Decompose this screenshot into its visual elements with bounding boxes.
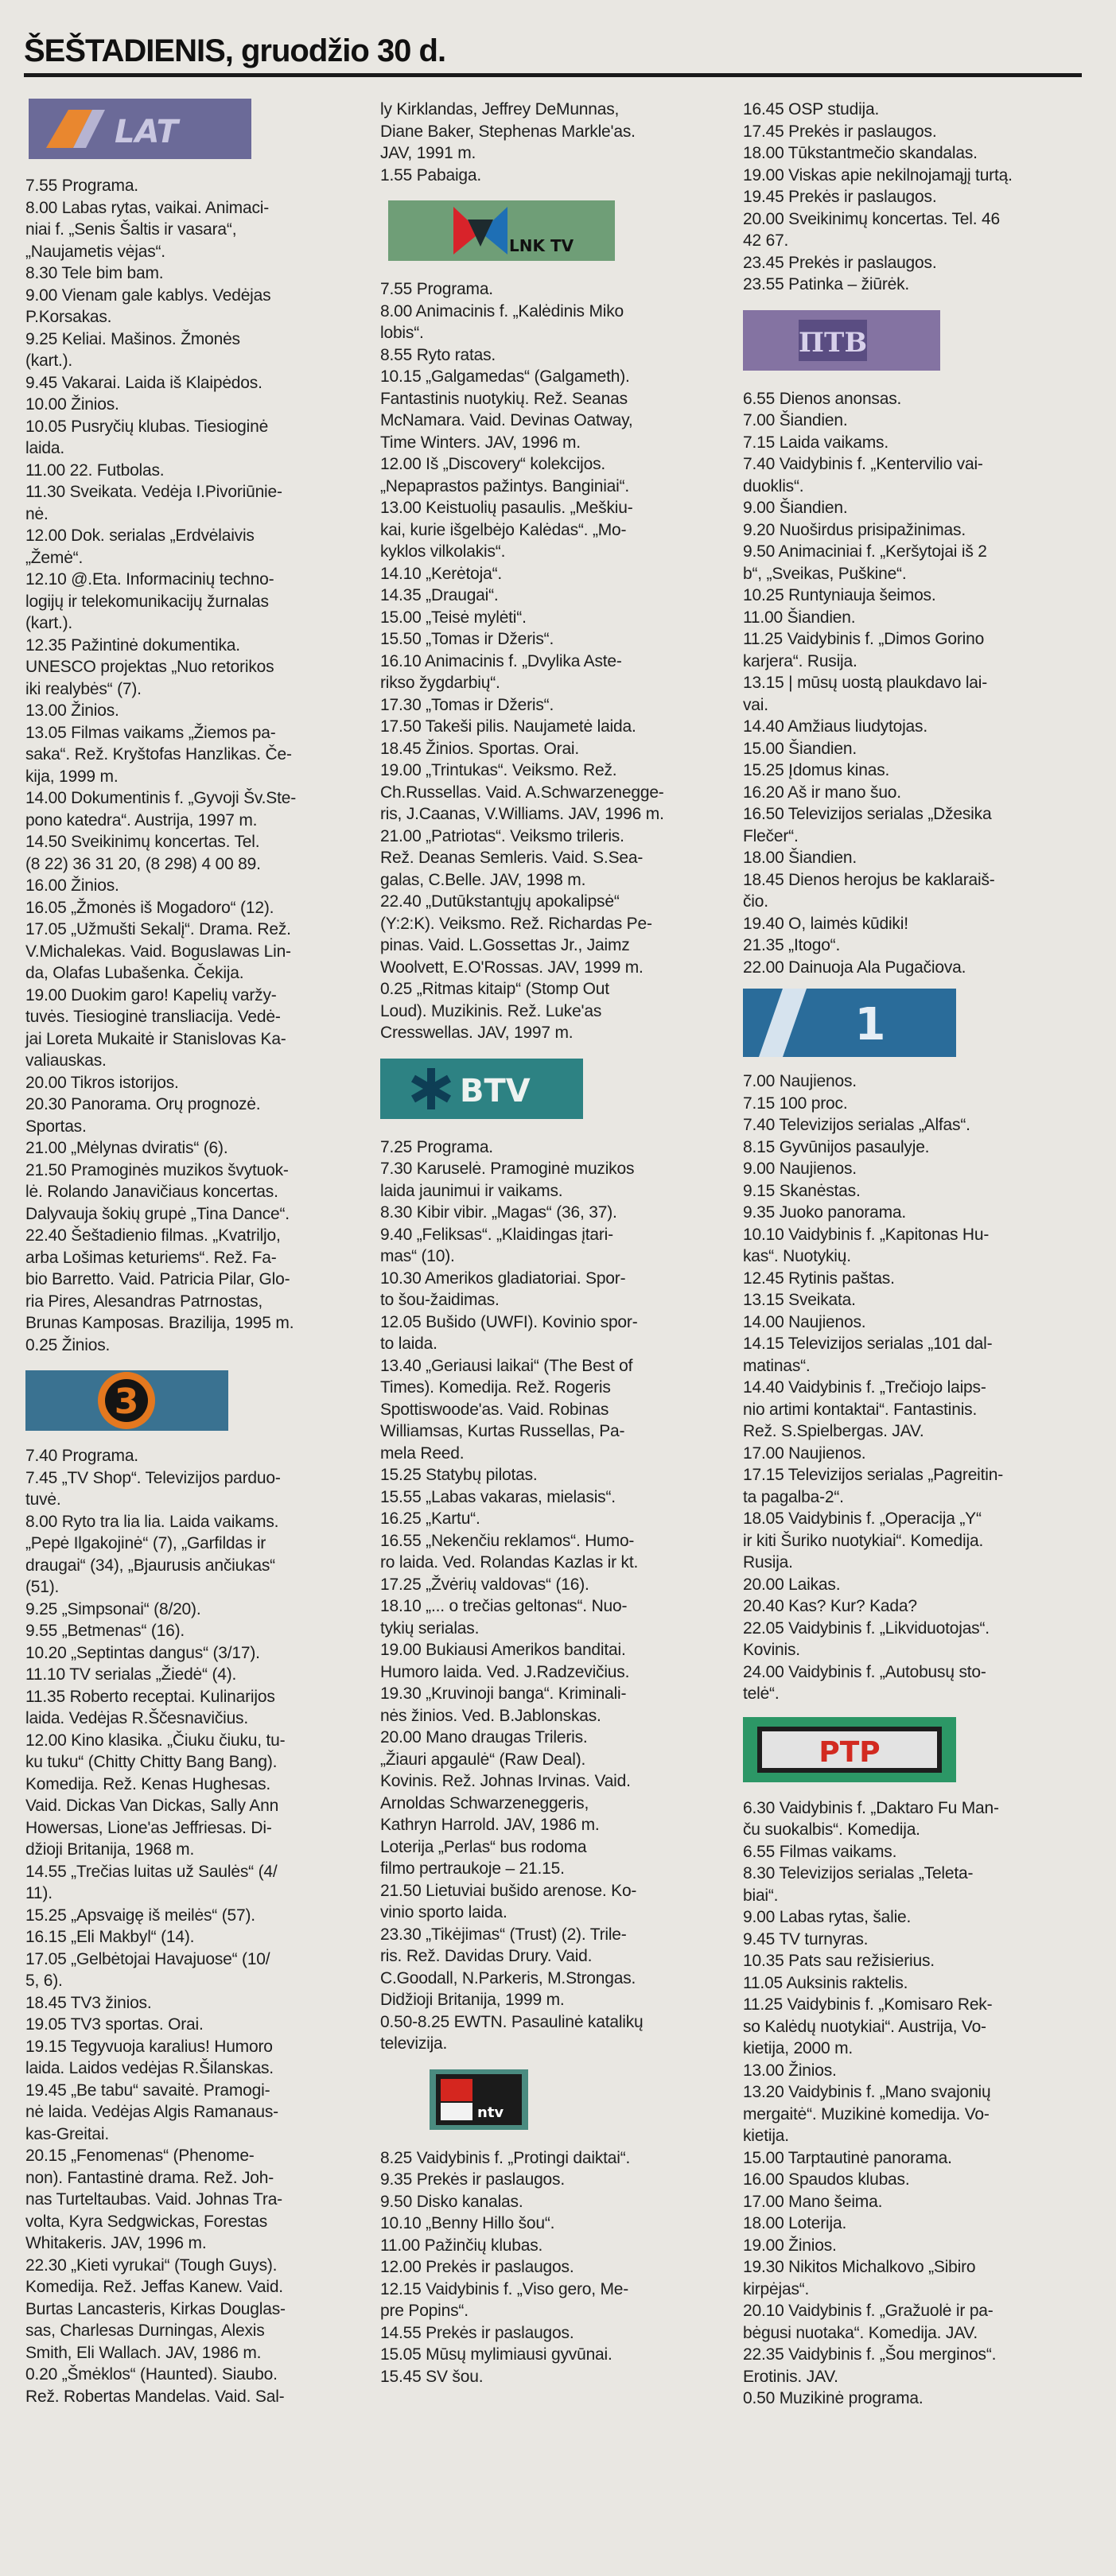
- channel-lnk: [380, 200, 730, 1044]
- ntv-listing-continued: [743, 99, 1090, 296]
- tv3-program-listing: 7.40 Programa. 7.45 „TV Shop“. Televizijos parduo- tuvė. 8.00 Ryto tra lia lia. Laida vaikams. „Pepė Ilgakojinė“ (7), „Garfildas ir draugai“ (34), „Bjaurusis ančiukas“ (51). 9.25 „Simpsonai“ (8/20). 9.55 „Betmenas“ (16). 10.20 „Septintas dangus“ (3/17). 11.10 TV serialas „Žiedė“ (4). 11.35 Roberto receptai. Kulinarijos laida. Vedėjas R.Ščesnavičius. 12.00 Kino klasika. „Čiuku čiuku, tu- ku tuku“ (Chitty Chitty Bang Bang). Komedija. Rež. Kenas Hughesas. Vaid. Dickas Van Dickas, Sally Ann Howersas, Lione'as Jeffriesas. Di- džioji Britanija, 1968 m. 14.55 „Trečias luitas už Saulės“ (4/ 11). 15.25 „Apsvaigę iš meilės“ (57). 16.15 „Eli Makbyl“ (14). 17.05 „Gelbėtojai Havajuose“ (10/ 5, 6). 18.45 TV3 žinios. 19.05 TV3 sportas. Orai. 19.15 Tegyvuoja karalius! Humoro laida. Laidos vedėjas R.Šilanskas. 19.45 „Be tabu“ savaitė. Pramogi- nė laida. Vedėjas Algis Ramanaus- kas-Greitai. 20.15 „Fenomenas“ (Phenome- non). Fantastinė drama. Rež. Joh- nas Turteltaubas. Vaid. Johnas Tra- volta, Kyra Sedgwickas, Forestas Whitakeris. JAV, 1996 m. 22.30 „Kieti vyrukai“ (Tough Guys). Komedija. Rež. Jeffas Kanew. Vaid. Burtas Lancasteris, Kirkas Douglas- sas, Charlesas Durningas, Alexis Smith, Eli Wallach. JAV, 1986 m. 0.20 „Šmėklos“ (Haunted). Siaubo. Rež. Robertas Mandelas. Vaid. Sal-: [25, 1447, 286, 2406]
- channel-lat: [25, 99, 360, 1356]
- tv3-listing-continuation: ly Kirklandas, Jeffrey DeMunnas, Diane Baker, Stephenas Markle'as. JAV, 1991 m. 1.55 Pabaiga.: [380, 100, 636, 185]
- lnk-logo-graphic: [388, 200, 615, 261]
- ntv-logo-text: ntv: [477, 2104, 504, 2121]
- rtr-logo-text: РТР: [819, 1735, 881, 1769]
- channel-ntv: [380, 2069, 730, 2388]
- lat-program-listing: 7.55 Programa. 8.00 Labas rytas, vaikai. Animaci- niai f. „Senis Šaltis ir vasara“, „Naujametis vėjas“. 8.30 Tele bim bam. 9.00 Vienam gale kablys. Vedėjas P.Korsakas. 9.25 Keliai. Mašinos. Žmonės (kart.). 9.45 Vakarai. Laida iš Klaipėdos. 10.00 Žinios. 10.05 Pusryčių klubas. Tiesioginė laida. 11.00 22. Futbolas. 11.30 Sveikata. Vedėja I.Pivoriūnie- nė. 12.00 Dok. serialas „Erdvėlaivis „Žemė“. 12.10 @.Eta. Informacinių techno- logijų ir telekomunikacijų žurnalas (kart.). 12.35 Pažintinė dokumentika. UNESCO projektas „Nuo retorikos iki realybės“ (7). 13.00 Žinios. 13.05 Filmas vaikams „Žiemos pa- saka“. Rež. Kryštofas Hanzlikas. Če- kija, 1999 m. 14.00 Dokumentinis f. „Gyvoji Šv.Ste- pono katedra“. Austrija, 1997 m. 14.50 Sveikinimų koncertas. Tel. (8 22) 36 31 20, (8 298) 4 00 89. 16.00 Žinios. 16.05 „Žmonės iš Mogadoro“ (12). 17.05 „Užmušti Sekalį“. Drama. Rež. V.Michalekas. Vaid. Boguslawas Lin- da, Olafas Lubašenka. Čekija. 19.00 Duokim garo! Kapelių varžy- tuvės. Tiesioginė transliacija. Vedė- jai Loreta Mukaitė ir Stanislovas Ka- valiauskas. 20.00 Tikros istorijos. 20.30 Panorama. Orų prognozė. Sportas. 21.00 „Mėlynas dviratis“ (6). 21.50 Pramoginės muzikos švytuok- lė. Rolando Janavičiaus koncertas. Dalyvauja šokių grupė „Tina Dance“. 22.40 Šeštadienio filmas. „Kvatriljo, arba Lošimas keturiems“. Rež. Fa- bio Barretto. Vaid. Patricia Pilar, Glo- ria Pires, Alesandras Patrnostas, Brunas Kamposas. Brazilija, 1995 m. 0.25 Žinios.: [25, 177, 297, 1354]
- tv3-logo-graphic: [25, 1370, 228, 1431]
- ntv-logo-graphic: [430, 2069, 528, 2130]
- lnk-logo: [388, 200, 615, 261]
- lat-logo-graphic: [29, 99, 251, 159]
- channel-btv: [380, 1059, 730, 2055]
- ptb-program-listing: 6.55 Dienos anonsas. 7.00 Šiandien. 7.15 Laida vaikams. 7.40 Vaidybinis f. „Kentervilio vai- duoklis“. 9.00 Šiandien. 9.20 Nuoširdus prisipažinimas. 9.50 Animaciniai f. „Keršytojai iš 2 b“, „Sveikas, Puškine“. 10.25 Runtyniauja šeimos. 11.00 Šiandien. 11.25 Vaidybinis f. „Dimos Gorino karjera“. Rusija. 13.15 | mūsų uostą plaukdavo lai- vai. 14.40 Amžiaus liudytojas. 15.00 Šiandien. 15.25 Įdomus kinas. 16.20 Aš ir mano šuo. 16.50 Televizijos serialas „Džesika Flečer“. 18.00 Šiandien. 18.45 Dienos herojus be kaklaraiš- čio. 19.40 O, laimės kūdiki! 21.35 „Itogo“. 22.00 Dainuoja Ala Pugačiova.: [743, 389, 995, 977]
- ptb-logo-graphic: [743, 310, 940, 371]
- tv3-listing-continued: [380, 99, 730, 186]
- lat-logo: [29, 99, 251, 159]
- lnk-logo-text: LNK TV: [509, 236, 574, 255]
- ptb-logo: [743, 310, 940, 371]
- ort-program-listing: 7.00 Naujienos. 7.15 100 proc. 7.40 Televizijos serialas „Alfas“. 8.15 Gyvūnijos pasaulyje. 9.00 Naujienos. 9.15 Skanėstas. 9.35 Juoko panorama. 10.10 Vaidybinis f. „Kapitonas Hu- kas“. Nuotykių. 12.45 Rytinis paštas. 13.15 Sveikata. 14.00 Naujienos. 14.15 Televizijos serialas „101 dal- matinas“. 14.40 Vaidybinis f. „Trečiojo laips- nio artimi kontaktai“. Fantastinis. Rež. S.Spielbergas. JAV. 17.00 Naujienos. 17.15 Televizijos serialas „Pagreitin- ta pagalba-2“. 18.05 Vaidybinis f. „Operacija „Y“ ir kiti Šuriko nuotykiai“. Komedija. Rusija. 20.00 Laikas. 20.40 Kas? Kur? Kada? 22.05 Vaidybinis f. „Likviduotojas“. Kovinis. 24.00 Vaidybinis f. „Autobusų sto- telė“.: [743, 1072, 1004, 1703]
- ort-logo-graphic: [743, 989, 956, 1057]
- column-3: [743, 99, 1090, 2424]
- btv-program-listing: 7.25 Programa. 7.30 Karuselė. Pramoginė muzikos laida jaunimui ir vaikams. 8.30 Kibir vibir. „Magas“ (36, 37). 9.40 „Feliksas“. „Klaidingas įtari- mas“ (10). 10.30 Amerikos gladiatoriai. Spor- to šou-žaidimas. 12.05 Bušido (UWFI). Kovinio spor- to laida. 13.40 „Geriausi laikai“ (The Best of Times). Komedija. Rež. Rogeris Spottiswoode'as. Vaid. Robinas Williamsas, Kurtas Russellas, Pa- mela Reed. 15.25 Statybų pilotas. 15.55 „Labas vakaras, mielasis“. 16.25 „Kartu“. 16.55 „Nekenčiu reklamos“. Humo- ro laida. Ved. Rolandas Kazlas ir kt. 17.25 „Žvėrių valdovas“ (16). 18.10 „... o trečias geltonas“. Nuo- tykių serialas. 19.00 Bukiausi Amerikos banditai. Humoro laida. Ved. J.Radzevičius. 19.30 „Kruvinoji banga“. Kriminali- nės žinios. Ved. B.Jablonskas. 20.00 Mano draugas Trileris. „Žiauri apgaulė“ (Raw Deal). Kovinis. Rež. Johnas Irvinas. Vaid. Arnoldas Schwarzeneggeris, Kathryn Harrold. JAV, 1986 m. Loterija „Perlas“ bus rodoma filmo pertraukoje – 21.15. 21.50 Lietuviai bušido arenose. Ko- vinio sporto laida. 23.30 „Tikėjimas“ (Trust) (2). Trile- ris. Rež. Davidas Drury. Vaid. C.Goodall, N.Parkeris, M.Strongas. Didžioji Britanija, 1999 m. 0.50-8.25 EWTN. Pasaulinė katalikų televizija.: [380, 1137, 644, 2053]
- tv3-logo-text: 3: [114, 1381, 139, 1422]
- ntv-logo: [430, 2069, 528, 2130]
- btv-logo-graphic: [380, 1059, 583, 1119]
- channel-ort: [743, 993, 1090, 1705]
- channel-ptb: [743, 310, 1090, 979]
- column-2: [380, 99, 730, 2402]
- rtr-program-listing: 6.30 Vaidybinis f. „Daktaro Fu Man- ču suokalbis“. Komedija. 6.55 Filmas vaikams. 8.30 Televizijos serialas „Teleta- biai“. 9.00 Labas rytas, šalie. 9.45 TV turnyras. 10.35 Pats sau režisierius. 11.05 Auksinis raktelis. 11.25 Vaidybinis f. „Komisaro Rek- so Kalėdų nuotykiai“. Austrija, Vo- kietija, 2000 m. 13.00 Žinios. 13.20 Vaidybinis f. „Mano svajonių mergaitė“. Muzikinė komedija. Vo- kietija. 15.00 Tarptautinė panorama. 16.00 Spaudos klubas. 17.00 Mano šeima. 18.00 Loterija. 19.00 Žinios. 19.30 Nikitos Michalkovo „Sibiro kirpėjas“. 20.10 Vaidybinis f. „Gražuolė ir pa- bėgusi nuotaka“. Komedija. JAV. 22.35 Vaidybinis f. „Šou merginos“. Erotinis. JAV. 0.50 Muzikinė programa.: [743, 1798, 999, 2407]
- channel-tv3: [25, 1370, 360, 2407]
- ort-logo: [743, 993, 956, 1053]
- ntv-listing-continuation: 16.45 OSP studija. 17.45 Prekės ir paslaugos. 18.00 Tūkstantmečio skandalas. 19.00 Viskas apie nekilnojamąjį turtą. 19.45 Prekės ir paslaugos. 20.00 Sveikinimų koncertas. Tel. 46 42 67. 23.45 Prekės ir paslaugos. 23.55 Patinka – žiūrėk.: [743, 100, 1013, 293]
- page-header: [24, 29, 1082, 77]
- lat-logo-text: LAT: [115, 114, 178, 150]
- rtr-logo: [743, 1719, 956, 1780]
- ptb-logo-text: ПТВ: [798, 326, 868, 359]
- btv-logo: [380, 1059, 583, 1119]
- rtr-logo-graphic: [743, 1717, 956, 1782]
- page-title: ŠEŠTADIENIS, gruodžio 30 d.: [24, 33, 446, 68]
- ntv-program-listing: 8.25 Vaidybinis f. „Protingi daiktai“. 9.35 Prekės ir paslaugos. 9.50 Disko kanalas. 10.10 „Benny Hillo šou“. 11.00 Pažinčių klubas. 12.00 Prekės ir paslaugos. 12.15 Vaidybinis f. „Viso gero, Me- pre Popins“. 14.55 Prekės ir paslaugos. 15.05 Mūsų mylimiausi gyvūnai. 15.45 SV šou.: [380, 2148, 631, 2386]
- column-1: [25, 94, 360, 2422]
- ort-logo-text: 1: [854, 999, 886, 1051]
- btv-logo-text: BTV: [460, 1072, 531, 1109]
- channel-rtr: [743, 1719, 1090, 2410]
- tv3-logo: [25, 1370, 228, 1431]
- lnk-program-listing: 7.55 Programa. 8.00 Animacinis f. „Kalėdinis Miko lobis“. 8.55 Ryto ratas. 10.15 „Galgamedas“ (Galgameth). Fantastinis nuotykių. Rež. Seanas McNamara. Vaid. Devinas Oatway, Time Winters. JAV, 1996 m. 12.00 Iš „Discovery“ kolekcijos. „Nepaprastos pažintys. Banginiai“. 13.00 Keistuolių pasaulis. „Meškiu- kai, kurie išgelbėjo Kalėdas“. „Mo- kyklos vilkolakis“. 14.10 „Kerėtoja“. 14.35 „Draugai“. 15.00 „Teisė mylėti“. 15.50 „Tomas ir Džeris“. 16.10 Animacinis f. „Dvylika Aste- rikso žygdarbių“. 17.30 „Tomas ir Džeris“. 17.50 Takeši pilis. Naujametė laida. 18.45 Žinios. Sportas. Orai. 19.00 „Trintukas“. Veiksmo. Rež. Ch.Russellas. Vaid. A.Schwarzenegge- ris, J.Caanas, V.Williams. JAV, 1996 m. 21.00 „Patriotas“. Veiksmo trileris. Rež. Deanas Semleris. Vaid. S.Sea- galas, C.Belle. JAV, 1998 m. 22.40 „Dutūkstantųjų apokalipsė“ (Y:2:K). Veiksmo. Rež. Richardas Pe- pinas. Vaid. L.Gossettas Jr., Jaimz Woolvett, E.O'Rossas. JAV, 1999 m. 0.25 „Ritmas kitaip“ (Stomp Out Loud). Muzikinis. Rež. Luke'as Cresswellas. JAV, 1997 m.: [380, 280, 664, 1042]
